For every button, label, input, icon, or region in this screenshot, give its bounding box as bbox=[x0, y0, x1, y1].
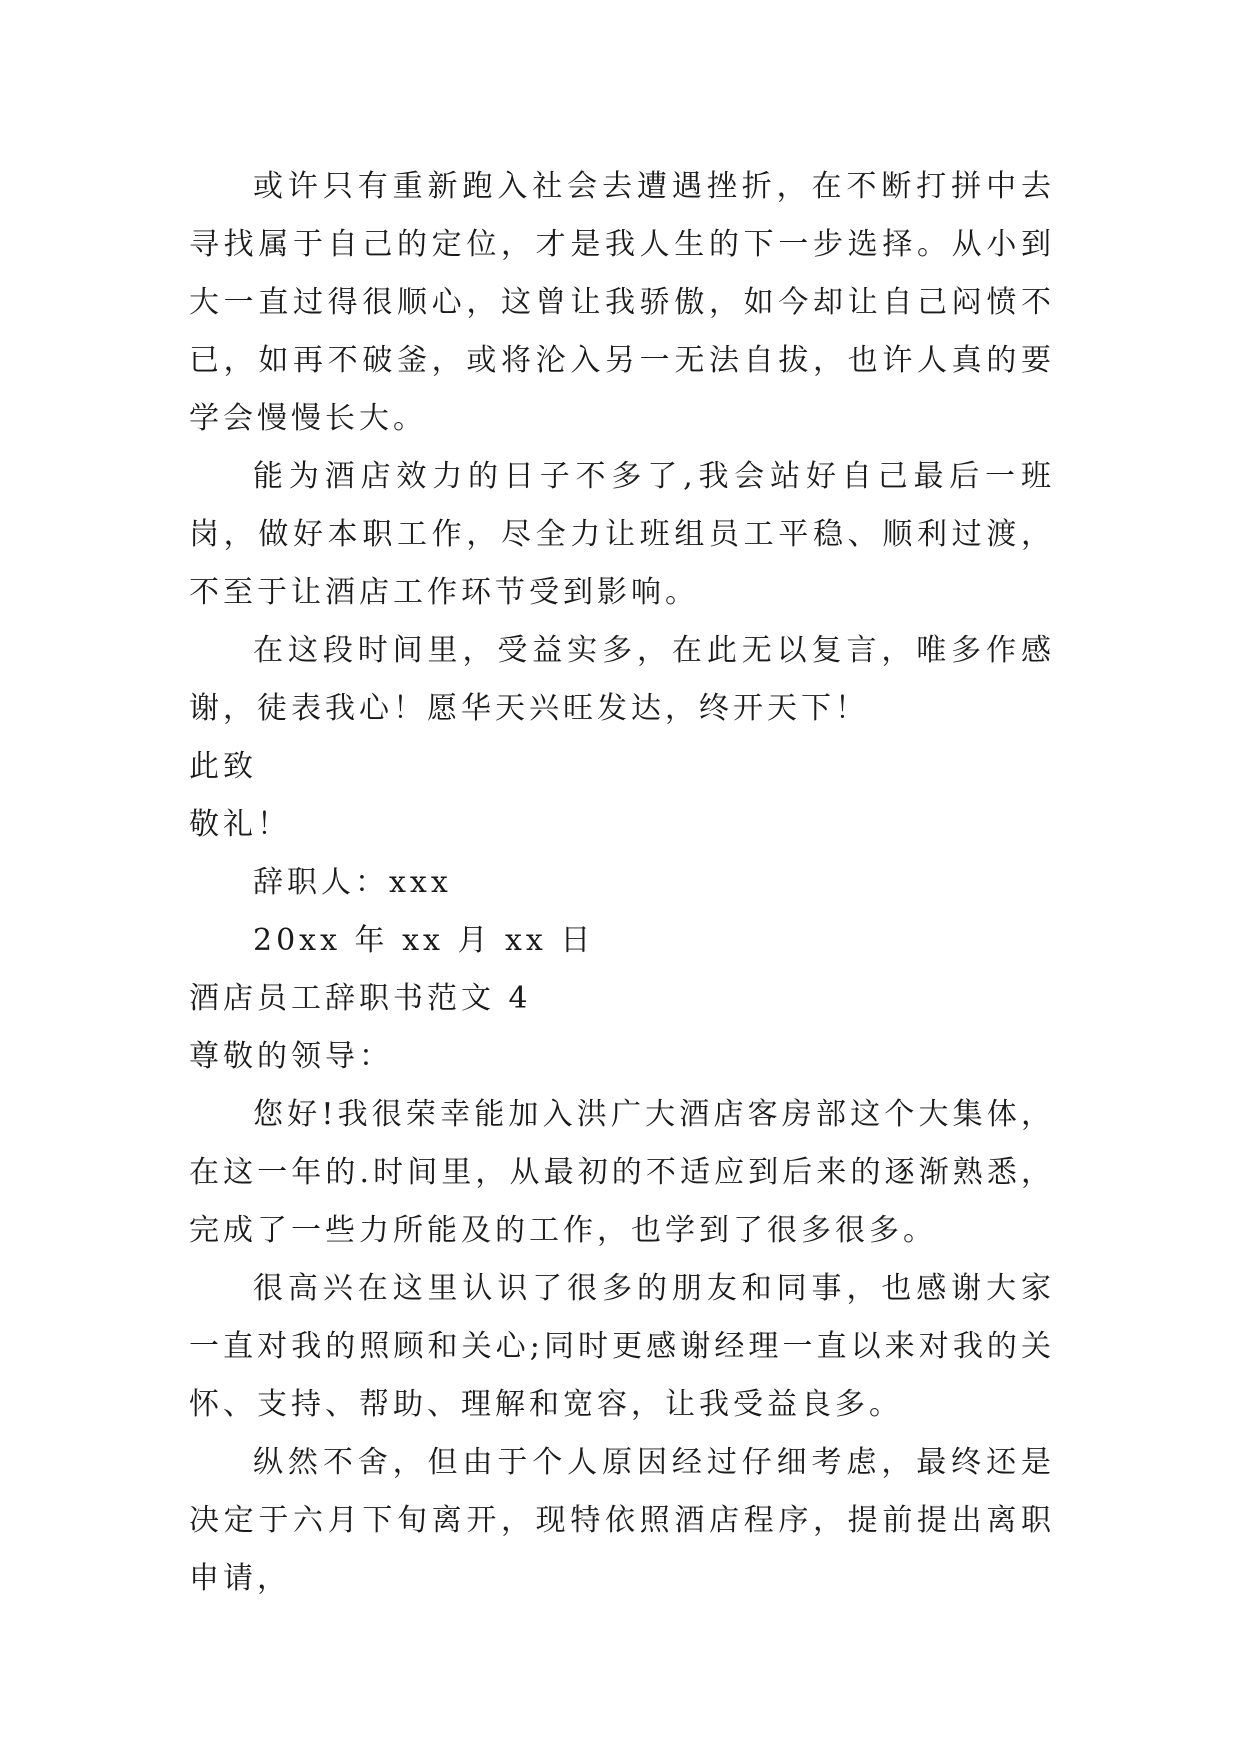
document-body bbox=[189, 158, 1055, 1608]
paragraph-11: 很高兴在这里认识了很多的朋友和同事，也感谢大家一直对我的照顾和关心;同时更感谢经理一直以来对我的关怀、支持、帮助、理解和宽容，让我受益良多。 bbox=[189, 1271, 1055, 1422]
paragraph-12: 纵然不舍，但由于个人原因经过仔细考虑，最终还是决定于六月下旬离开，现特依照酒店程序，提前提出离职申请， bbox=[189, 1445, 1055, 1596]
paragraph-3: 在这段时间里，受益实多，在此无以复言，唯多作感谢，徒表我心！愿华天兴旺发达，终开天下！ bbox=[189, 633, 1055, 726]
paragraph-2: 能为酒店效力的日子不多了,我会站好自己最后一班岗，做好本职工作，尽全力让班组员工平稳、顺利过渡，不至于让酒店工作环节受到影响。 bbox=[189, 459, 1055, 610]
letter-greeting: 尊敬的领导： bbox=[189, 1039, 393, 1074]
paragraph-10: 您好!我很荣幸能加入洪广大酒店客房部这个大集体，在这一年的.时间里，从最初的不适应到后来的逐渐熟悉，完成了一些力所能及的工作，也学到了很多很多。 bbox=[189, 1097, 1055, 1248]
closing-salutation: 此致 bbox=[189, 749, 257, 784]
paragraph-1: 或许只有重新跑入社会去遭遇挫折，在不断打拼中去寻找属于自己的定位，才是我人生的下一步选择。从小到大一直过得很顺心，这曾让我骄傲，如今却让自己闷愤不已，如再不破釜，或将沦入另一无法自拔，也许人真的要学会慢慢长大。 bbox=[189, 169, 1055, 436]
closing-regards: 敬礼！ bbox=[189, 807, 291, 842]
signature-name: 辞职人：xxx bbox=[253, 865, 452, 900]
signature-date: 20xx 年 xx 月 xx 日 bbox=[253, 923, 595, 958]
section-heading: 酒店员工辞职书范文 4 bbox=[189, 981, 532, 1016]
